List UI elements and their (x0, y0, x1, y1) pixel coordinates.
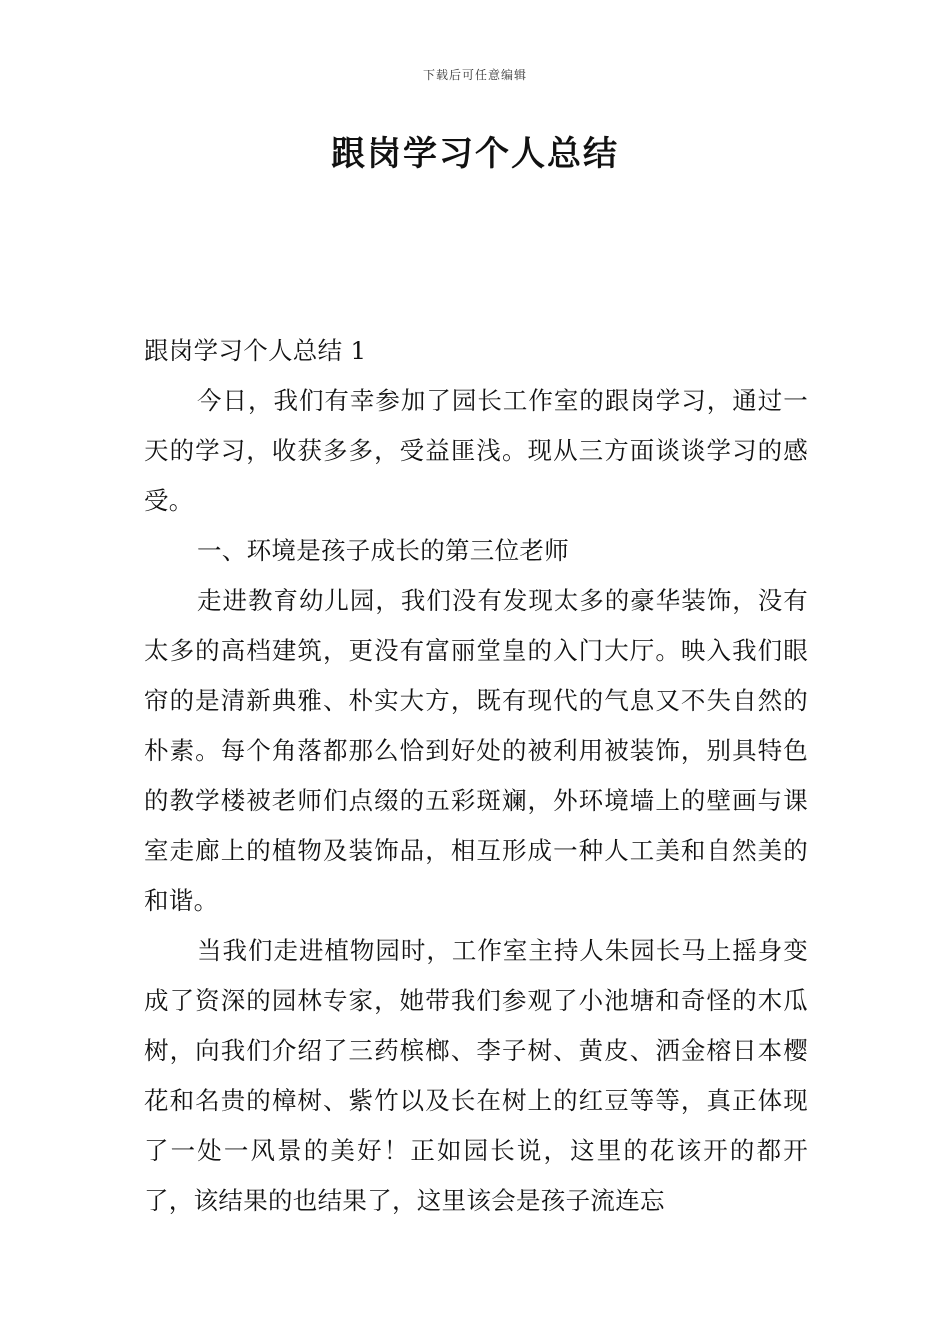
header-note: 下载后可任意编辑 (422, 68, 527, 82)
document-body (144, 326, 808, 1226)
paragraph-botanical-garden: 当我们走进植物园时，工作室主持人朱园长马上摇身变成了资深的园林专家，她带我们参观了小池塘和奇怪的木瓜树，向我们介绍了三药槟榔、李子树、黄皮、洒金榕日本樱花和名贵的樟树、紫竹以及长在树上的红豆等等，真正体现了一处一风景的美好！正如园长说，这里的花该开的都开了，该结果的也结果了，这里该会是孩子流连忘 (144, 936, 808, 1215)
paragraph-intro: 今日，我们有幸参加了园长工作室的跟岗学习，通过一天的学习，收获多多，受益匪浅。现从三方面谈谈学习的感受。 (144, 386, 808, 515)
section-heading: 跟岗学习个人总结 1 (144, 336, 367, 365)
document-title: 跟岗学习个人总结 (331, 134, 619, 174)
subheading-environment: 一、环境是孩子成长的第三位老师 (197, 536, 569, 565)
paragraph-kindergarten: 走进教育幼儿园，我们没有发现太多的豪华装饰，没有太多的高档建筑，更没有富丽堂皇的入门大厅。映入我们眼帘的是清新典雅、朴实大方，既有现代的气息又不失自然的朴素。每个角落都那么恰到好处的被利用被装饰，别具特色的教学楼被老师们点缀的五彩斑斓，外环境墙上的壁画与课室走廊上的植物及装饰品，相互形成一种人工美和自然美的和谐。 (144, 586, 808, 915)
